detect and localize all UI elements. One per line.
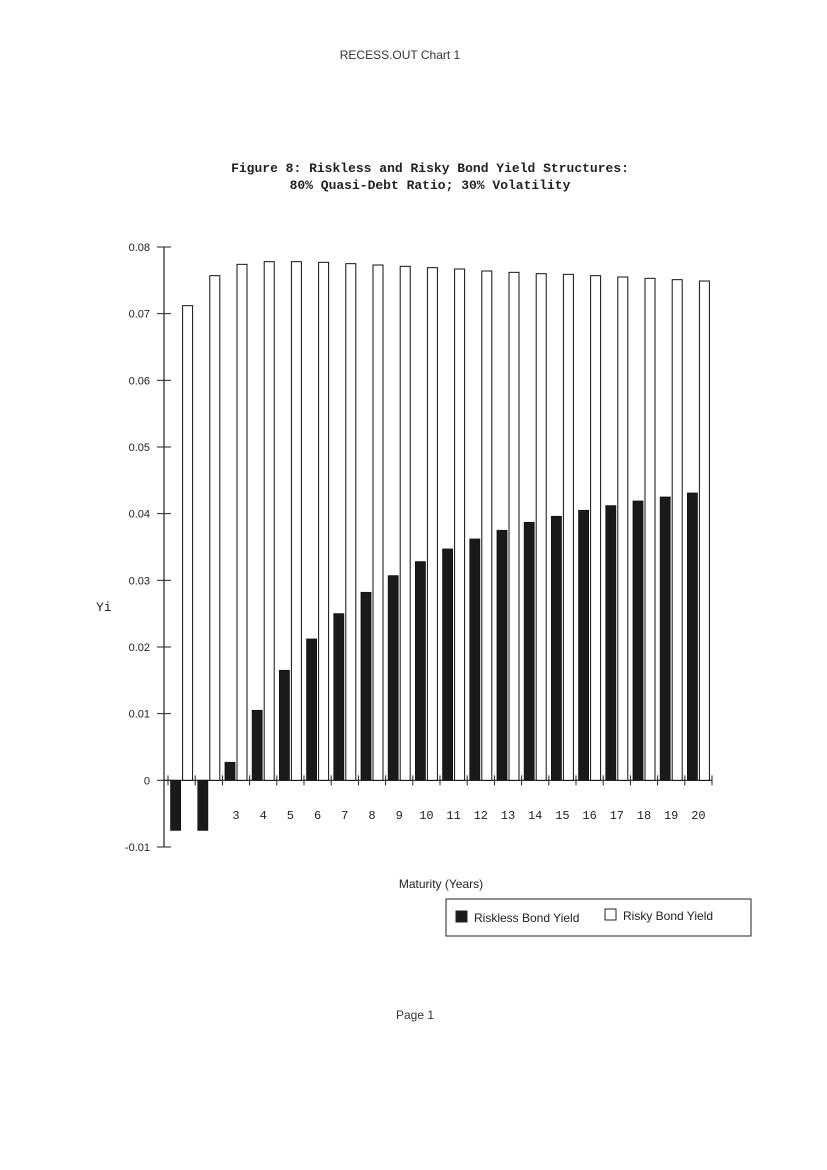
- legend-label-riskless: Riskless Bond Yield: [474, 911, 580, 925]
- bar-riskless-19: [660, 497, 670, 780]
- legend-label-risky: Risky Bond Yield: [623, 909, 714, 923]
- y-tick-label: 0.06: [128, 375, 150, 388]
- bar-risky-19: [672, 280, 682, 781]
- bar-risky-15: [563, 274, 573, 780]
- category-labels: [232, 809, 705, 823]
- x-tick-label: 17: [609, 809, 625, 823]
- y-axis-label: Yi: [96, 600, 112, 615]
- legend-swatch-riskless: [456, 911, 467, 922]
- bar-risky-12: [482, 271, 492, 780]
- y-tick-label: 0.08: [128, 242, 150, 254]
- bar-risky-9: [400, 266, 410, 780]
- x-tick-label: 16: [582, 809, 597, 823]
- bar-riskless-6: [307, 639, 317, 780]
- bar-riskless-18: [633, 501, 643, 780]
- bar-riskless-16: [579, 510, 589, 780]
- bar-risky-18: [645, 278, 655, 780]
- x-tick-label: 6: [313, 809, 322, 823]
- bar-risky-11: [455, 269, 465, 780]
- x-tick-label: 8: [368, 809, 376, 823]
- x-tick-label: 10: [419, 809, 434, 823]
- bar-risky-7: [346, 264, 356, 781]
- x-axis-label: Maturity (Years): [398, 877, 484, 891]
- x-tick-label: 3: [232, 809, 240, 823]
- y-tick-label: 0.01: [128, 708, 150, 721]
- y-tick-label: 0.04: [128, 508, 150, 521]
- bar-riskless-17: [606, 506, 616, 781]
- page-footer: Page 1: [395, 1008, 435, 1022]
- x-tick-label: 19: [663, 809, 679, 823]
- bar-riskless-1: [171, 780, 181, 830]
- y-tick-label: 0.03: [128, 575, 150, 588]
- x-tick-label: 4: [259, 809, 267, 823]
- bar-risky-4: [264, 262, 274, 781]
- bar-riskless-5: [279, 670, 289, 780]
- bar-riskless-8: [361, 592, 371, 780]
- bar-risky-13: [509, 272, 519, 780]
- y-axis: [125, 242, 171, 854]
- legend: [446, 899, 751, 936]
- bar-risky-20: [699, 281, 709, 780]
- bar-riskless-10: [415, 562, 425, 781]
- x-tick-label: 5: [286, 809, 295, 823]
- bar-riskless-20: [687, 493, 697, 780]
- x-tick-label: 11: [446, 809, 461, 823]
- chart-title-line1: Figure 8: Riskless and Risky Bond Yield Structures:: [231, 161, 629, 176]
- bars-group: [171, 262, 710, 831]
- bar-risky-3: [237, 264, 247, 780]
- bar-risky-14: [536, 274, 546, 781]
- bar-riskless-13: [497, 530, 507, 780]
- y-tick-label: -0.01: [124, 842, 150, 854]
- bar-riskless-12: [470, 539, 480, 780]
- x-tick-label: 20: [691, 809, 706, 823]
- bar-risky-17: [618, 277, 628, 780]
- chart-title-line2: 80% Quasi-Debt Ratio; 30% Volatility: [289, 178, 571, 193]
- bar-riskless-15: [551, 516, 561, 780]
- page-header: RECESS.OUT Chart 1: [339, 48, 461, 62]
- x-tick-label: 7: [341, 809, 349, 823]
- y-tick-label: 0: [143, 775, 150, 788]
- bar-riskless-3: [225, 762, 235, 780]
- bar-riskless-9: [388, 576, 398, 781]
- legend-swatch-risky: [605, 909, 616, 920]
- bar-riskless-2: [198, 780, 208, 830]
- bar-riskless-4: [252, 710, 262, 780]
- bar-risky-1: [183, 306, 193, 781]
- bar-risky-5: [291, 262, 301, 781]
- x-tick-label: 13: [500, 809, 516, 823]
- bar-risky-6: [319, 262, 329, 780]
- y-tick-label: 0.07: [128, 308, 150, 321]
- bar-riskless-7: [334, 614, 344, 781]
- x-tick-label: 15: [555, 809, 570, 823]
- bar-riskless-11: [443, 549, 453, 780]
- x-tick-label: 9: [395, 809, 403, 823]
- x-tick-label: 14: [527, 809, 543, 823]
- bar-riskless-14: [524, 522, 534, 780]
- x-tick-label: 18: [636, 809, 652, 823]
- x-tick-label: 12: [473, 809, 489, 823]
- bar-risky-2: [210, 276, 220, 781]
- bar-risky-10: [427, 268, 437, 781]
- y-tick-label: 0.05: [128, 442, 150, 454]
- bar-risky-16: [591, 276, 601, 781]
- bar-risky-8: [373, 265, 383, 780]
- y-tick-label: 0.02: [128, 642, 150, 654]
